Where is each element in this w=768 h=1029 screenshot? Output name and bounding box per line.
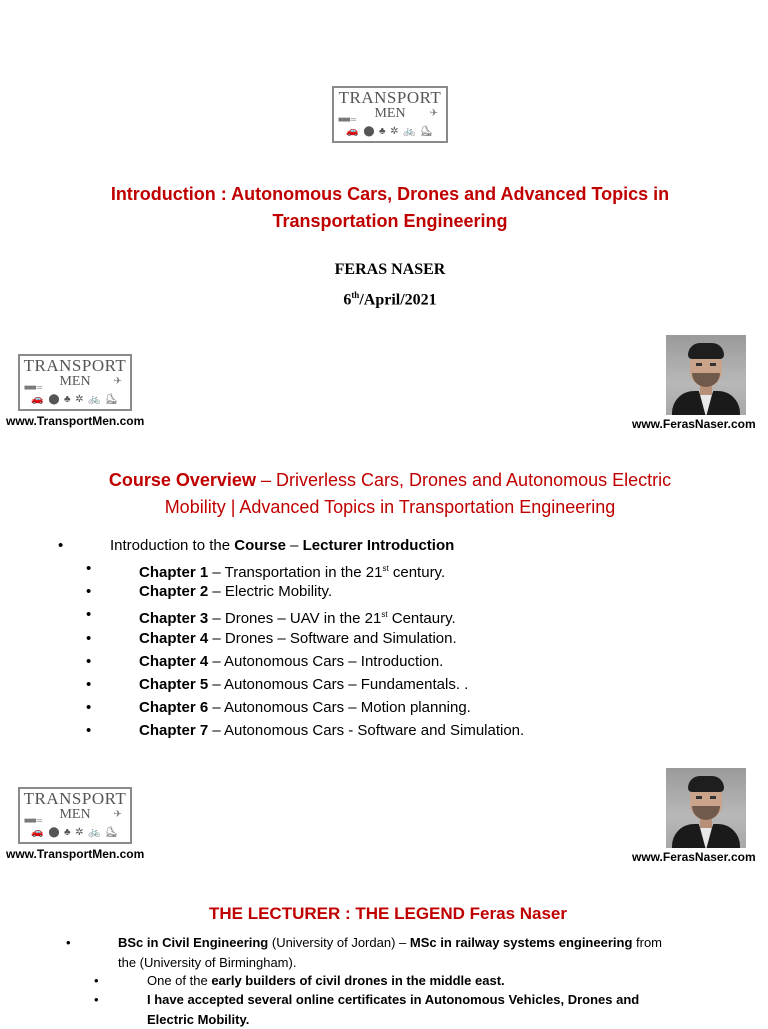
vehicle-icons: 🚗 ⬤ ♣ ✲ 🚲 ⛸: [346, 126, 434, 137]
ferasnaser-url-2[interactable]: www.FerasNaser.com: [632, 850, 756, 864]
chapter-label: Chapter 4: [139, 629, 209, 647]
chapter-label: Chapter 2: [139, 583, 209, 601]
chapter-label: Chapter 1: [139, 564, 209, 581]
train-icon: ■■■ ═: [338, 115, 356, 124]
train-icon: ■■■ ═: [24, 383, 42, 392]
transportmen-logo-2: TRANSPORT ■■■ ═ MEN ✈ 🚗 ⬤ ♣ ✲ 🚲 ⛸: [18, 354, 132, 411]
course-overview-heading: Course Overview – Driverless Cars, Drones and Autonomous Electric Mobility | Advanced Topics in Transportation Engineering: [108, 470, 672, 517]
transportmen-logo-3: TRANSPORT ■■■ ═ MEN ✈ 🚗 ⬤ ♣ ✲ 🚲 ⛸: [18, 787, 132, 844]
vehicle-icons: 🚗 ⬤ ♣ ✲ 🚲 ⛸: [31, 827, 119, 838]
logo-subtext: MEN: [374, 106, 406, 121]
transportmen-url-2[interactable]: www.TransportMen.com: [6, 847, 145, 861]
chapter-label: Chapter 7: [139, 722, 209, 740]
lecturer-photo: [666, 335, 746, 415]
chapter-label: Chapter 3: [139, 610, 209, 628]
logo-text: TRANSPORT: [338, 88, 442, 107]
lecturer-photo-2: [666, 768, 746, 848]
plane-icon: ✈: [113, 809, 122, 820]
chapter-label: Chapter 6: [139, 699, 209, 717]
vehicle-icons: 🚗 ⬤ ♣ ✲ 🚲 ⛸: [31, 394, 119, 405]
chapter-label: Chapter 4: [139, 652, 209, 670]
ferasnaser-url[interactable]: www.FerasNaser.com: [632, 417, 756, 431]
author-name: FERAS NASER: [334, 261, 446, 278]
transportmen-logo-top: [332, 86, 448, 143]
presentation-title: Introduction : Autonomous Cars, Drones and Advanced Topics in Transportation Engineering: [110, 184, 670, 231]
plane-icon: ✈: [113, 376, 122, 387]
lecturer-heading: THE LECTURER : THE LEGEND Feras Naser: [208, 904, 567, 923]
chapter-label: Chapter 5: [139, 676, 209, 693]
train-icon: ■■■ ═: [24, 816, 42, 825]
presentation-date: 6th/April/2021: [343, 290, 437, 309]
transportmen-url[interactable]: www.TransportMen.com: [6, 414, 145, 428]
plane-icon: ✈: [429, 108, 438, 119]
